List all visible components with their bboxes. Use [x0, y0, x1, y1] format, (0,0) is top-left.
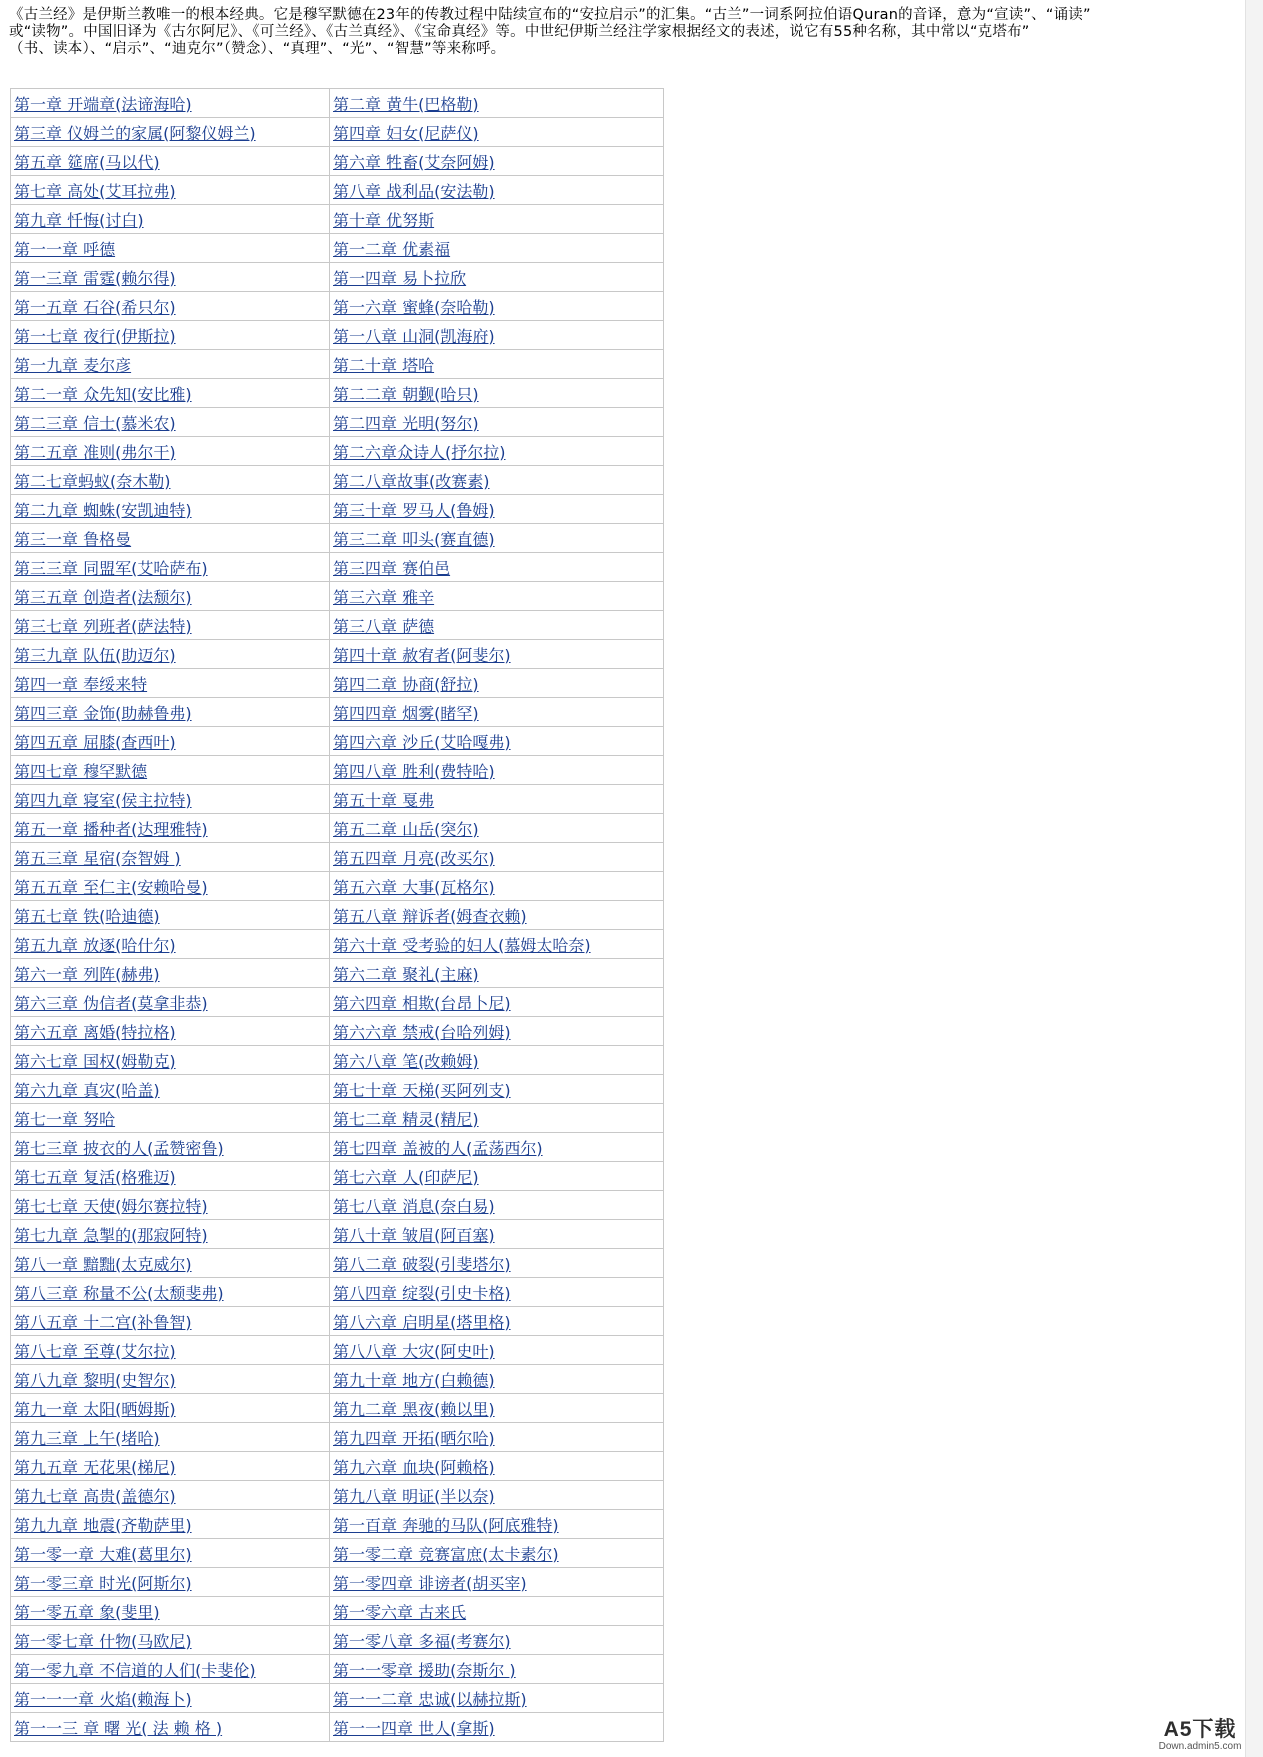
table-row — [11, 176, 664, 205]
chapter-link[interactable]: 第五四章 月亮(改买尔) — [333, 848, 495, 868]
chapter-link[interactable]: 第五章 筵席(马以代) — [14, 152, 160, 172]
table-row — [11, 901, 664, 930]
chapter-link[interactable]: 第七十章 天梯(买阿列支) — [333, 1080, 511, 1100]
table-cell — [11, 1046, 330, 1075]
table-cell — [11, 524, 330, 553]
chapter-link[interactable]: 第一八章 山洞(凯海府) — [333, 326, 495, 346]
chapter-link[interactable]: 第六一章 列阵(赫弗) — [14, 964, 160, 984]
chapter-link[interactable]: 第七五章 复活(格雅迈) — [14, 1167, 176, 1187]
table-row — [11, 1394, 664, 1423]
chapter-link[interactable]: 第一零二章 竞赛富庶(太卡素尔) — [333, 1544, 559, 1564]
table-row — [11, 669, 664, 698]
table-cell — [330, 1394, 664, 1423]
table-cell — [11, 1307, 330, 1336]
table-cell — [330, 1365, 664, 1394]
chapter-link[interactable]: 第一一二章 忠诚(以赫拉斯) — [333, 1689, 527, 1709]
chapter-link[interactable]: 第七三章 披衣的人(孟赞密鲁) — [14, 1138, 224, 1158]
table-cell — [11, 1655, 330, 1684]
chapter-link[interactable]: 第九六章 血块(阿赖格) — [333, 1457, 495, 1477]
chapter-link[interactable]: 第一一四章 世人(拿斯) — [333, 1718, 495, 1738]
chapter-link[interactable]: 第一一三 章 曙 光( 法 赖 格 ) — [14, 1718, 223, 1738]
chapter-link[interactable]: 第四一章 奉绥来特 — [14, 674, 148, 694]
chapter-link[interactable]: 第九二章 黑夜(赖以里) — [333, 1399, 495, 1419]
table-row — [11, 118, 664, 147]
table-cell — [11, 872, 330, 901]
table-cell — [11, 553, 330, 582]
chapter-link[interactable]: 第三一章 鲁格曼 — [14, 529, 132, 549]
chapter-link[interactable]: 第七一章 努哈 — [14, 1109, 116, 1129]
table-cell — [11, 1568, 330, 1597]
chapter-link[interactable]: 第六九章 真灾(哈盖) — [14, 1080, 160, 1100]
table-cell — [11, 263, 330, 292]
chapter-link[interactable]: 第四十章 赦宥者(阿斐尔) — [333, 645, 511, 665]
table-cell — [330, 582, 664, 611]
table-row — [11, 1655, 664, 1684]
table-cell — [11, 1510, 330, 1539]
watermark-logo: A5下载 — [1163, 1718, 1237, 1741]
chapter-link[interactable]: 第四八章 胜利(费特哈) — [333, 761, 495, 781]
table-cell — [11, 495, 330, 524]
table-cell — [330, 1075, 664, 1104]
table-cell — [11, 466, 330, 495]
chapter-link[interactable]: 第三六章 雅辛 — [333, 587, 435, 607]
table-cell — [11, 1684, 330, 1713]
table-cell — [330, 321, 664, 350]
table-cell — [11, 727, 330, 756]
chapter-link[interactable]: 第九八章 明证(半以奈) — [333, 1486, 495, 1506]
table-cell — [330, 1133, 664, 1162]
table-row — [11, 437, 664, 466]
table-cell — [330, 843, 664, 872]
chapter-link[interactable]: 第九四章 开拓(晒尔哈) — [333, 1428, 495, 1448]
chapter-link[interactable]: 第四章 妇女(尼萨仪) — [333, 123, 479, 143]
table-cell — [11, 1249, 330, 1278]
table-row — [11, 466, 664, 495]
table-row — [11, 872, 664, 901]
chapter-link[interactable]: 第四二章 协商(舒拉) — [333, 674, 479, 694]
table-cell — [11, 1133, 330, 1162]
table-cell — [330, 1017, 664, 1046]
table-cell — [11, 698, 330, 727]
chapter-link[interactable]: 第五七章 铁(哈迪德) — [14, 906, 160, 926]
chapter-link[interactable]: 第二五章 准则(弗尔干) — [14, 442, 176, 462]
watermark-url: Down.admin5.com — [1158, 1741, 1242, 1752]
table-row — [11, 350, 664, 379]
table-cell — [330, 1191, 664, 1220]
chapter-link[interactable]: 第一九章 麦尔彦 — [14, 355, 132, 375]
chapter-link[interactable]: 第九五章 无花果(梯尼) — [14, 1457, 176, 1477]
table-cell — [330, 350, 664, 379]
table-cell — [11, 379, 330, 408]
chapter-link[interactable]: 第六六章 禁戒(台哈列姆) — [333, 1022, 511, 1042]
table-cell — [11, 1162, 330, 1191]
chapter-link[interactable]: 第一四章 易卜拉欣 — [333, 268, 467, 288]
table-row — [11, 1133, 664, 1162]
table-row — [11, 1336, 664, 1365]
chapter-link[interactable]: 第一零三章 时光(阿斯尔) — [14, 1573, 192, 1593]
chapter-link[interactable]: 第一零六章 古来氏 — [333, 1602, 467, 1622]
table-cell — [330, 263, 664, 292]
table-cell — [330, 988, 664, 1017]
chapter-link[interactable]: 第八二章 破裂(引斐塔尔) — [333, 1254, 511, 1274]
chapter-link[interactable]: 第九七章 高贵(盖德尔) — [14, 1486, 176, 1506]
table-row — [11, 814, 664, 843]
table-cell — [330, 930, 664, 959]
chapter-link[interactable]: 第二章 黄牛(巴格勒) — [333, 94, 479, 114]
chapter-link[interactable]: 第一零四章 诽谤者(胡买宰) — [333, 1573, 527, 1593]
chapter-link[interactable]: 第一百章 奔驰的马队(阿底雅特) — [333, 1515, 559, 1535]
chapter-link[interactable]: 第九九章 地震(齐勒萨里) — [14, 1515, 192, 1535]
table-cell — [11, 785, 330, 814]
table-cell — [330, 669, 664, 698]
table-cell — [330, 785, 664, 814]
chapter-link[interactable]: 第五九章 放逐(哈什尔) — [14, 935, 176, 955]
chapter-link[interactable]: 第六五章 离婚(特拉格) — [14, 1022, 176, 1042]
table-row — [11, 640, 664, 669]
table-row — [11, 89, 664, 118]
table-row — [11, 1684, 664, 1713]
chapter-link[interactable]: 第四六章 沙丘(艾哈嘎弗) — [333, 732, 511, 752]
table-cell — [330, 872, 664, 901]
table-row — [11, 1278, 664, 1307]
chapter-link[interactable]: 第一零五章 象(斐里) — [14, 1602, 160, 1622]
chapter-link[interactable]: 第四五章 屈膝(查西叶) — [14, 732, 176, 752]
chapter-link[interactable]: 第五三章 星宿(奈智姆 ) — [14, 848, 181, 868]
table-cell — [330, 1162, 664, 1191]
table-row — [11, 1307, 664, 1336]
table-cell — [330, 205, 664, 234]
table-cell — [11, 756, 330, 785]
chapter-link[interactable]: 第二四章 光明(努尔) — [333, 413, 479, 433]
table-cell — [330, 1046, 664, 1075]
table-cell — [330, 466, 664, 495]
chapter-link[interactable]: 第四三章 金饰(助赫鲁弗) — [14, 703, 192, 723]
table-cell — [11, 118, 330, 147]
chapter-link[interactable]: 第二一章 众先知(安比雅) — [14, 384, 192, 404]
chapter-link[interactable]: 第六十章 受考验的妇人(慕姆太哈奈) — [333, 935, 591, 955]
table-row — [11, 292, 664, 321]
chapter-link[interactable]: 第一一章 呼德 — [14, 239, 116, 259]
table-cell — [330, 1220, 664, 1249]
table-cell — [11, 611, 330, 640]
table-cell — [11, 205, 330, 234]
watermark — [1150, 1719, 1250, 1753]
table-cell — [11, 1597, 330, 1626]
chapter-link[interactable]: 第八章 战利品(安法勒) — [333, 181, 495, 201]
chapter-link[interactable]: 第六三章 伪信者(莫拿非恭) — [14, 993, 208, 1013]
table-row — [11, 785, 664, 814]
table-cell — [11, 408, 330, 437]
table-cell — [330, 176, 664, 205]
table-row — [11, 698, 664, 727]
table-row — [11, 379, 664, 408]
chapter-link[interactable]: 第二二章 朝觐(哈只) — [333, 384, 479, 404]
chapter-link[interactable]: 第七七章 天使(姆尔赛拉特) — [14, 1196, 208, 1216]
table-row — [11, 1017, 664, 1046]
chapter-link[interactable]: 第一一零章 援助(奈斯尔 ) — [333, 1660, 516, 1680]
chapter-link[interactable]: 第四九章 寝室(侯主拉特) — [14, 790, 192, 810]
table-cell — [330, 1684, 664, 1713]
chapter-link[interactable]: 第七九章 急掣的(那寂阿特) — [14, 1225, 208, 1245]
table-cell — [11, 234, 330, 263]
table-row — [11, 1510, 664, 1539]
intro-line-3: （书、读本）、“启示”、“迪克尔”（赞念）、“真理”、“光”、“智慧”等来称呼。 — [9, 41, 506, 57]
chapter-link[interactable]: 第一章 开端章(法谛海哈) — [14, 94, 192, 114]
intro-line-2: 或“读物”。中国旧译为《古尔阿尼》、《可兰经》、《古兰真经》、《宝命真经》等。中世纪伊斯兰经注学家根据经文的表述，说它有55种名称，其中常以“克塔布” — [9, 24, 1030, 40]
chapter-link[interactable]: 第一三章 雷霆(赖尔得) — [14, 268, 176, 288]
table-row — [11, 1539, 664, 1568]
chapter-link[interactable]: 第五六章 大事(瓦格尔) — [333, 877, 495, 897]
chapter-link[interactable]: 第九章 忏悔(讨白) — [14, 210, 144, 230]
table-cell — [11, 843, 330, 872]
chapter-link[interactable]: 第五五章 至仁主(安赖哈曼) — [14, 877, 208, 897]
chapter-link[interactable]: 第一零一章 大难(葛里尔) — [14, 1544, 192, 1564]
chapter-link[interactable]: 第五一章 播种者(达理雅特) — [14, 819, 208, 839]
chapter-link[interactable]: 第九三章 上午(堵哈) — [14, 1428, 160, 1448]
table-row — [11, 1423, 664, 1452]
table-cell — [11, 1278, 330, 1307]
table-row — [11, 1626, 664, 1655]
chapter-table-body — [11, 89, 664, 1742]
intro-paragraph — [9, 7, 1234, 58]
chapter-link[interactable]: 第八一章 黯黜(太克威尔) — [14, 1254, 192, 1274]
chapter-link[interactable]: 第八三章 称量不公(太颓斐弗) — [14, 1283, 224, 1303]
table-cell — [11, 1336, 330, 1365]
chapter-link[interactable]: 第三九章 队伍(助迈尔) — [14, 645, 176, 665]
table-cell — [330, 901, 664, 930]
table-cell — [330, 89, 664, 118]
chapter-link[interactable]: 第五二章 山岳(突尔) — [333, 819, 479, 839]
table-cell — [330, 234, 664, 263]
chapter-link[interactable]: 第八八章 大灾(阿史叶) — [333, 1341, 495, 1361]
table-cell — [330, 524, 664, 553]
table-cell — [11, 582, 330, 611]
table-cell — [330, 118, 664, 147]
table-row — [11, 756, 664, 785]
table-cell — [11, 1713, 330, 1742]
table-cell — [11, 640, 330, 669]
chapter-link[interactable]: 第九一章 太阳(晒姆斯) — [14, 1399, 176, 1419]
table-cell — [330, 292, 664, 321]
chapter-link[interactable]: 第七四章 盖被的人(孟荡西尔) — [333, 1138, 543, 1158]
table-cell — [11, 1423, 330, 1452]
table-cell — [330, 727, 664, 756]
chapter-link[interactable]: 第一零八章 多福(考赛尔) — [333, 1631, 511, 1651]
table-cell — [330, 1249, 664, 1278]
chapter-link[interactable]: 第四七章 穆罕默德 — [14, 761, 148, 781]
table-row — [11, 582, 664, 611]
chapter-link[interactable]: 第三七章 列班者(萨法特) — [14, 616, 192, 636]
chapter-link[interactable]: 第三章 仪姆兰的家属(阿黎仪姆兰) — [14, 123, 256, 143]
chapter-link[interactable]: 第一五章 石谷(希只尔) — [14, 297, 176, 317]
chapter-link[interactable]: 第一二章 优素福 — [333, 239, 451, 259]
table-cell — [330, 1278, 664, 1307]
vertical-scrollbar[interactable] — [1245, 0, 1263, 1757]
chapter-link[interactable]: 第八十章 皱眉(阿百塞) — [333, 1225, 495, 1245]
chapter-link[interactable]: 第二九章 蜘蛛(安凯迪特) — [14, 500, 192, 520]
table-cell — [330, 1510, 664, 1539]
table-row — [11, 1568, 664, 1597]
chapter-link[interactable]: 第一六章 蜜蜂(奈哈勒) — [333, 297, 495, 317]
chapter-link[interactable]: 第六四章 相欺(台昂卜尼) — [333, 993, 511, 1013]
table-row — [11, 727, 664, 756]
table-cell — [330, 959, 664, 988]
table-cell — [11, 901, 330, 930]
chapter-link[interactable]: 第二六章众诗人(抒尔拉) — [333, 442, 506, 462]
chapter-link[interactable]: 第二十章 塔哈 — [333, 355, 435, 375]
table-row — [11, 1249, 664, 1278]
table-cell — [11, 1075, 330, 1104]
table-row — [11, 1162, 664, 1191]
table-cell — [330, 756, 664, 785]
table-cell — [11, 959, 330, 988]
table-cell — [11, 1220, 330, 1249]
chapter-link[interactable]: 第一零七章 什物(马欧尼) — [14, 1631, 192, 1651]
table-cell — [330, 1713, 664, 1742]
chapter-link[interactable]: 第三五章 创造者(法颓尔) — [14, 587, 192, 607]
table-cell — [330, 408, 664, 437]
table-row — [11, 1075, 664, 1104]
chapter-link[interactable]: 第六八章 笔(改赖姆) — [333, 1051, 479, 1071]
chapter-link[interactable]: 第一七章 夜行(伊斯拉) — [14, 326, 176, 346]
table-row — [11, 988, 664, 1017]
chapter-link[interactable]: 第七章 高处(艾耳拉弗) — [14, 181, 176, 201]
table-cell — [11, 1481, 330, 1510]
table-row — [11, 1365, 664, 1394]
table-cell — [11, 1626, 330, 1655]
chapter-link[interactable]: 第五十章 戛弗 — [333, 790, 435, 810]
chapter-link[interactable]: 第七八章 消息(奈白易) — [333, 1196, 495, 1216]
chapter-link[interactable]: 第三二章 叩头(赛直德) — [333, 529, 495, 549]
chapter-link[interactable]: 第三十章 罗马人(鲁姆) — [333, 500, 495, 520]
table-row — [11, 843, 664, 872]
table-row — [11, 147, 664, 176]
chapter-link[interactable]: 第二三章 信士(慕米农) — [14, 413, 176, 433]
table-row — [11, 205, 664, 234]
chapter-link[interactable]: 第一一一章 火焰(赖海卜) — [14, 1689, 192, 1709]
table-row — [11, 1481, 664, 1510]
chapter-link[interactable]: 第三八章 萨德 — [333, 616, 435, 636]
chapter-link[interactable]: 第八五章 十二宫(补鲁智) — [14, 1312, 192, 1332]
table-cell — [11, 437, 330, 466]
table-cell — [11, 1452, 330, 1481]
table-cell — [330, 1626, 664, 1655]
table-row — [11, 930, 664, 959]
chapter-link[interactable]: 第五八章 辩诉者(姆查衣赖) — [333, 906, 527, 926]
table-cell — [11, 176, 330, 205]
table-cell — [330, 437, 664, 466]
table-cell — [330, 1655, 664, 1684]
table-cell — [330, 1481, 664, 1510]
table-row — [11, 1104, 664, 1133]
table-cell — [11, 1017, 330, 1046]
table-row — [11, 553, 664, 582]
chapter-link[interactable]: 第七二章 精灵(精尼) — [333, 1109, 479, 1129]
chapter-link[interactable]: 第六章 牲畜(艾奈阿姆) — [333, 152, 495, 172]
chapter-link[interactable]: 第八六章 启明星(塔里格) — [333, 1312, 511, 1332]
chapter-link[interactable]: 第三四章 赛伯邑 — [333, 558, 451, 578]
table-cell — [11, 147, 330, 176]
table-row — [11, 408, 664, 437]
table-row — [11, 321, 664, 350]
table-row — [11, 263, 664, 292]
table-cell — [330, 495, 664, 524]
table-cell — [11, 321, 330, 350]
table-cell — [330, 147, 664, 176]
table-cell — [11, 1191, 330, 1220]
table-cell — [330, 1452, 664, 1481]
chapter-link[interactable]: 第三三章 同盟军(艾哈萨布) — [14, 558, 208, 578]
table-cell — [330, 553, 664, 582]
table-cell — [330, 1539, 664, 1568]
table-row — [11, 1220, 664, 1249]
table-cell — [11, 669, 330, 698]
table-cell — [11, 1394, 330, 1423]
chapter-link[interactable]: 第一零九章 不信道的人们(卡斐伦) — [14, 1660, 256, 1680]
chapter-link[interactable]: 第八九章 黎明(史智尔) — [14, 1370, 176, 1390]
table-row — [11, 234, 664, 263]
table-row — [11, 1452, 664, 1481]
chapter-link[interactable]: 第八七章 至尊(艾尔拉) — [14, 1341, 176, 1361]
table-cell — [330, 1104, 664, 1133]
table-cell — [11, 988, 330, 1017]
chapter-link[interactable]: 第四四章 烟雾(睹罕) — [333, 703, 479, 723]
table-cell — [330, 1597, 664, 1626]
table-cell — [11, 89, 330, 118]
table-cell — [11, 930, 330, 959]
table-row — [11, 611, 664, 640]
chapter-table — [10, 88, 664, 1742]
table-cell — [11, 814, 330, 843]
table-cell — [330, 379, 664, 408]
chapter-link[interactable]: 第七六章 人(印萨尼) — [333, 1167, 479, 1187]
table-row — [11, 1597, 664, 1626]
table-cell — [11, 350, 330, 379]
table-cell — [11, 1365, 330, 1394]
table-row — [11, 524, 664, 553]
table-cell — [330, 1307, 664, 1336]
table-cell — [11, 1104, 330, 1133]
chapter-link[interactable]: 第二七章蚂蚁(奈木勒) — [14, 471, 171, 491]
table-row — [11, 1046, 664, 1075]
table-cell — [11, 1539, 330, 1568]
table-cell — [330, 640, 664, 669]
table-cell — [330, 1423, 664, 1452]
table-row — [11, 1713, 664, 1742]
table-cell — [330, 814, 664, 843]
table-cell — [330, 1568, 664, 1597]
table-cell — [330, 1336, 664, 1365]
table-row — [11, 959, 664, 988]
intro-line-1: 《古兰经》是伊斯兰教唯一的根本经典。它是穆罕默德在23年的传教过程中陆续宣布的“安拉启示”的汇集。“古兰”一词系阿拉伯语Quran的音译，意为“宣读”、“诵读” — [9, 7, 1091, 23]
table-cell — [330, 698, 664, 727]
table-cell — [11, 292, 330, 321]
table-row — [11, 1191, 664, 1220]
table-row — [11, 495, 664, 524]
table-cell — [330, 611, 664, 640]
chapter-link[interactable]: 第八四章 绽裂(引史卡格) — [333, 1283, 511, 1303]
chapter-link[interactable]: 第十章 优努斯 — [333, 210, 435, 230]
chapter-link[interactable]: 第六二章 聚礼(主麻) — [333, 964, 479, 984]
chapter-link[interactable]: 第九十章 地方(白赖德) — [333, 1370, 495, 1390]
chapter-link[interactable]: 第二八章故事(改赛素) — [333, 471, 490, 491]
chapter-link[interactable]: 第六七章 国权(姆勒克) — [14, 1051, 176, 1071]
